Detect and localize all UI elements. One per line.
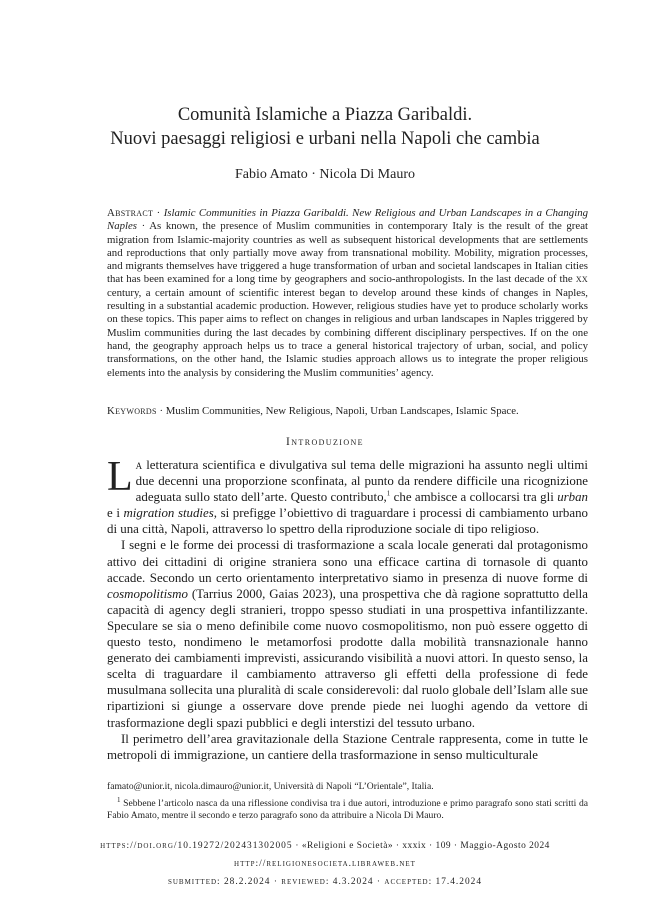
- authors: Fabio Amato · Nicola Di Mauro: [234, 167, 416, 182]
- abstract-text-1: · As known, the presence of Muslim communities in contemporary Italy is the result of the great migration from Islamic-majority countries as well as subsequent historical developments that are settlements and reproductions that only partially move away from transnational mobility. Mobility, migration processes, and migrants themselves have triggered a huge transformation of urban and societal landscapes in Italian cities that has been examined for a long time by geographers and socio-anthropologists. In the last decade of the: [107, 220, 588, 286]
- journal-site-link[interactable]: http://religionesocieta.libraweb.net: [234, 859, 416, 869]
- footnote-ref: 1: [386, 489, 391, 498]
- publication-meta: [0, 837, 650, 891]
- footnote-1: [107, 795, 588, 823]
- section-heading: Introduzione: [286, 436, 364, 448]
- keywords-text: · Muslim Communities, New Religious, Napoli, Urban Landscapes, Islamic Space.: [156, 405, 519, 417]
- drop-cap: L: [107, 454, 133, 500]
- title-line-1: Comunità Islamiche a Piazza Garibaldi.: [177, 105, 473, 125]
- p2-italic: cosmopolitismo: [107, 586, 188, 601]
- abstract-english-title: Islamic Communities in Piazza Garibaldi. New Religious and Urban Landscapes in a Changing Naples: [107, 207, 588, 233]
- p1-italic-migration: migration studies: [123, 506, 214, 521]
- abstract: [107, 207, 588, 380]
- paragraph-1: [107, 454, 588, 537]
- abstract-century: xx: [575, 273, 588, 286]
- affiliation-note: famato@unior.it, nicola.dimauro@unior.it, Università di Napoli “L’Orientale”, Italia.: [107, 781, 434, 792]
- p1-text-d: , si prefigge l’obiettivo di traguardare i processi di cambiamento urbano di una città, Napoli, attraverso lo spettro della riproduzione sociale di tipo religioso.: [107, 506, 588, 537]
- abstract-text-2: century, a certain amount of scientific interest began to develop around these kinds of changes in Naples, resulting in a substantial academic production. However, religious studies have yet to produce scholarly works on these topics. This paper aims to reflect on changes in religious and urban landscapes in Naples triggered by Muslim communities during the last decades by combining different disciplinary perspectives. If on the one hand, the geography approach helps us to trace a general historical trajectory of urban, social, and policy transformations, on the other hand, the Islamic studies approach allows us to integrate the proper religious elements into the analysis by considering the Muslim communities’ agency.: [107, 286, 588, 379]
- abstract-sep: ·: [153, 207, 164, 219]
- keywords: [107, 405, 588, 418]
- p1-text-c: e i: [107, 506, 124, 521]
- paragraph-2: [107, 537, 588, 730]
- p2-text-a: I segni e le forme dei processi di trasformazione a scala locale generati dal protagonismo attivo dei cittadini di origine straniera sono una efficace cartina di tornasole di quanto accade. Secondo un certo orientamento interpretativo siamo in presenza di nuove forme di: [107, 538, 588, 585]
- p2-text-b: (Tarrius 2000, Gaias 2023), una prospettiva che dà ragione soprattutto della capacità di agency degli stranieri, troppo spesso studiati in una prospettiva infantilizzante. Speculare se sia o meno definibile come nuovo cosmopolitismo, non può essere oggetto di questo testo, nondimeno le metamorfosi prodotte dalla mobilità transnazionale hanno generato dei cambiamenti imprevisti, assicurando visibilità a nuovi attori. In questo senso, la scelta di traguardare il cambiamento attraverso gli effetti della professione di fede musulmana sollecita una pluralità di scale considerevoli: dal ruolo globale dell’Islam alle sue ripartizioni si giunge a osservare dove prende piede nei luoghi agendo da vettore di trasformazione degli spazi pubblici e degli interstizi del tessuto urbano.: [107, 586, 588, 730]
- p1-text-a: letteratura scientifica e divulgativa sul tema delle migrazioni ha assunto negli ultimi due decenni una proporzione sconfinata, al punto da rendere difficile una ricognizione adeguata sullo stato dell’arte. Questo contributo,: [135, 458, 588, 505]
- keywords-label: Keywords: [107, 405, 157, 417]
- body-text: [107, 454, 588, 763]
- citation-line: [0, 837, 650, 855]
- citation-text: · «Religioni e Società» · xxxix · 109 · Maggio-Agosto 2024: [292, 841, 550, 851]
- abstract-label: Abstract: [107, 207, 154, 219]
- footnote-1-text: Sebbene l’articolo nasca da una riflessione condivisa tra i due autori, introduzione e primo paragrafo sono stati scritti da Fabio Amato, mentre il secondo e terzo paragrafo sono da attribuire a Nicola Di Mauro.: [107, 797, 588, 821]
- p1-text-b: che ambisce a collocarsi tra gli: [390, 490, 558, 505]
- lead-letters: a: [135, 458, 143, 472]
- p1-italic-urban: urban: [557, 490, 588, 505]
- paragraph-3: Il perimetro dell’area gravitazionale della Stazione Centrale rappresenta, come in tutte le metropoli di immigrazione, un cantiere della trasformazione in senso multiculturale: [107, 731, 588, 762]
- article-title: [0, 103, 650, 151]
- submission-dates: submitted: 28.2.2024 · reviewed: 4.3.2024 · accepted: 17.4.2024: [167, 877, 483, 887]
- footnotes: [107, 781, 588, 827]
- footnote-1-mark: 1: [117, 795, 121, 804]
- doi-link[interactable]: https://doi.org/10.19272/202431302005: [100, 841, 293, 851]
- title-line-2: Nuovi paesaggi religiosi e urbani nella Napoli che cambia: [110, 129, 540, 149]
